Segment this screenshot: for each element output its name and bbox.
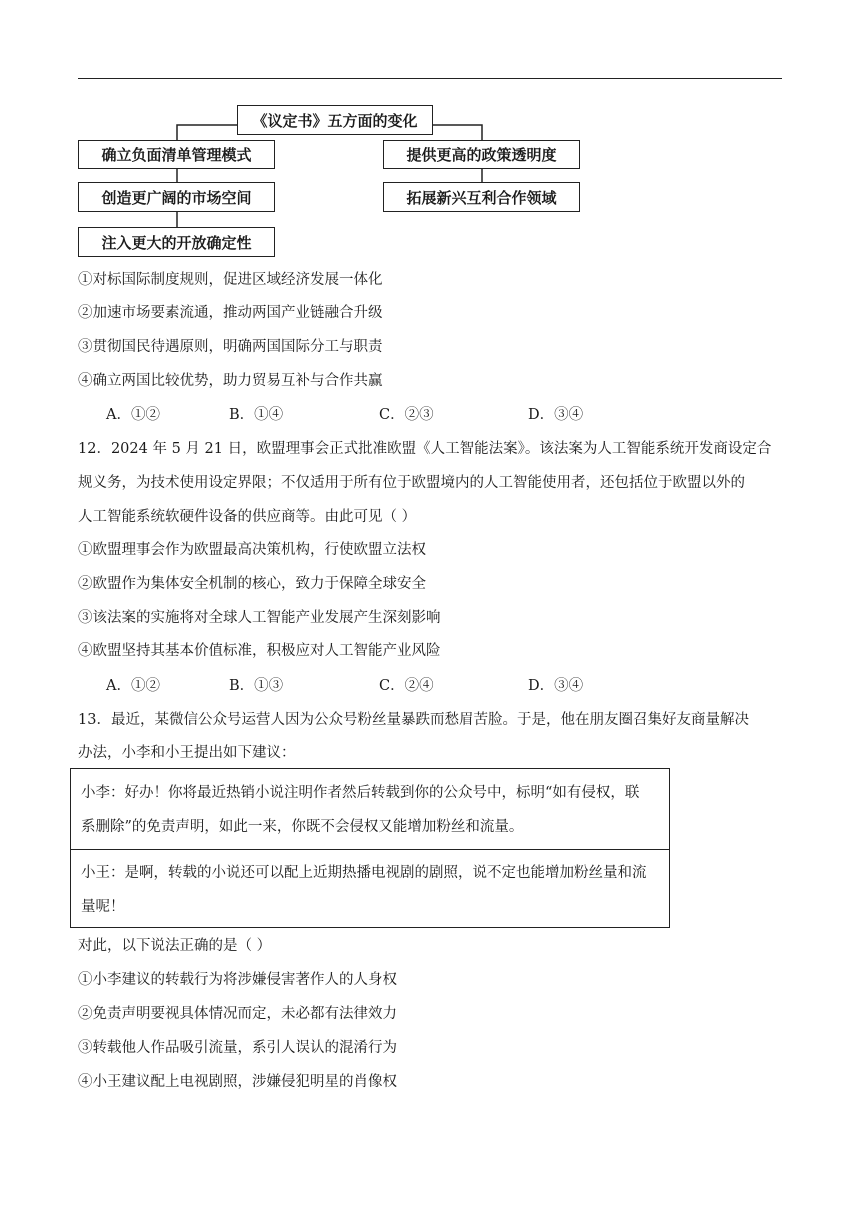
li-line-1: 小李：好办！你将最近热销小说注明作者然后转载到你的公众号中，标明“如有侵权，联 <box>81 785 640 801</box>
q11-option-b[interactable]: B．①④ <box>229 407 284 423</box>
diagram-left-box-2: 创造更广阔的市场空间 <box>78 182 275 212</box>
q11-item-2: ②加速市场要素流通，推动两国产业链融合升级 <box>78 305 383 321</box>
connector-left <box>177 125 237 140</box>
q12-option-a[interactable]: A．①② <box>106 678 160 694</box>
li-line-2: 系删除”的免责声明，如此一来，你既不会侵权又能增加粉丝和流量。 <box>81 819 524 835</box>
q12-item-4: ④欧盟坚持其基本价值标准，积极应对人工智能产业风险 <box>78 643 441 659</box>
q11-option-a[interactable]: A．①② <box>106 407 160 423</box>
q12-stem-line-2: 规义务，为技术使用设定界限；不仅适用于所有位于欧盟境内的人工智能使用者，还包括位于欧盟以外的 <box>78 475 745 491</box>
q13-stem-line-1: 13．最近，某微信公众号运营人因为公众号粉丝量暴跌而愁眉苦脸。于是，他在朋友圈召集好友商量解决 <box>78 712 749 728</box>
q12-item-1: ①欧盟理事会作为欧盟最高决策机构，行使欧盟立法权 <box>78 542 426 558</box>
q11-option-d[interactable]: D．③④ <box>528 407 584 423</box>
q13-item-1: ①小李建议的转载行为将涉嫌侵害著作人的人身权 <box>78 972 397 988</box>
suggestion-cell-li <box>71 769 669 849</box>
q11-item-4: ④确立两国比较优势，助力贸易互补与合作共赢 <box>78 373 383 389</box>
connector-right <box>432 125 482 140</box>
q12-option-d[interactable]: D．③④ <box>528 678 584 694</box>
q11-item-1: ①对标国际制度规则，促进区域经济发展一体化 <box>78 272 383 288</box>
q12-stem-line-1: 12．2024 年 5 月 21 日，欧盟理事会正式批准欧盟《人工智能法案》。该法案为人工智能系统开发商设定合 <box>78 441 772 457</box>
wang-line-1: 小王：是啊，转载的小说还可以配上近期热播电视剧的剧照，说不定也能增加粉丝量和流 <box>81 865 647 881</box>
q12-option-b[interactable]: B．①③ <box>229 678 284 694</box>
diagram-title-box: 《议定书》五方面的变化 <box>237 105 433 135</box>
diagram-right-box-2: 拓展新兴互利合作领域 <box>383 182 580 212</box>
suggestion-table <box>70 768 670 928</box>
q11-option-c[interactable]: C．②③ <box>379 407 434 423</box>
diagram-left-box-3: 注入更大的开放确定性 <box>78 227 275 257</box>
diagram-right-box-1: 提供更高的政策透明度 <box>383 140 580 169</box>
suggestion-cell-wang <box>71 849 669 929</box>
q13-item-4: ④小王建议配上电视剧照，涉嫌侵犯明星的肖像权 <box>78 1074 397 1090</box>
q13-item-2: ②免责声明要视具体情况而定，未必都有法律效力 <box>78 1006 397 1022</box>
wang-line-2: 量呢！ <box>81 899 125 915</box>
q13-item-3: ③转载他人作品吸引流量，系引人误认的混淆行为 <box>78 1040 397 1056</box>
q13-question: 对此，以下说法正确的是（ ） <box>78 938 272 954</box>
q12-item-3: ③该法案的实施将对全球人工智能产业发展产生深刻影响 <box>78 610 441 626</box>
q12-stem-line-3: 人工智能系统软硬件设备的供应商等。由此可见（ ） <box>78 509 417 525</box>
protocol-diagram <box>0 0 860 270</box>
q13-stem-line-2: 办法，小李和小王提出如下建议： <box>78 745 296 761</box>
diagram-left-box-1: 确立负面清单管理模式 <box>78 140 275 169</box>
q12-item-2: ②欧盟作为集体安全机制的核心，致力于保障全球安全 <box>78 576 426 592</box>
q12-option-c[interactable]: C．②④ <box>379 678 434 694</box>
q11-item-3: ③贯彻国民待遇原则，明确两国国际分工与职责 <box>78 339 383 355</box>
